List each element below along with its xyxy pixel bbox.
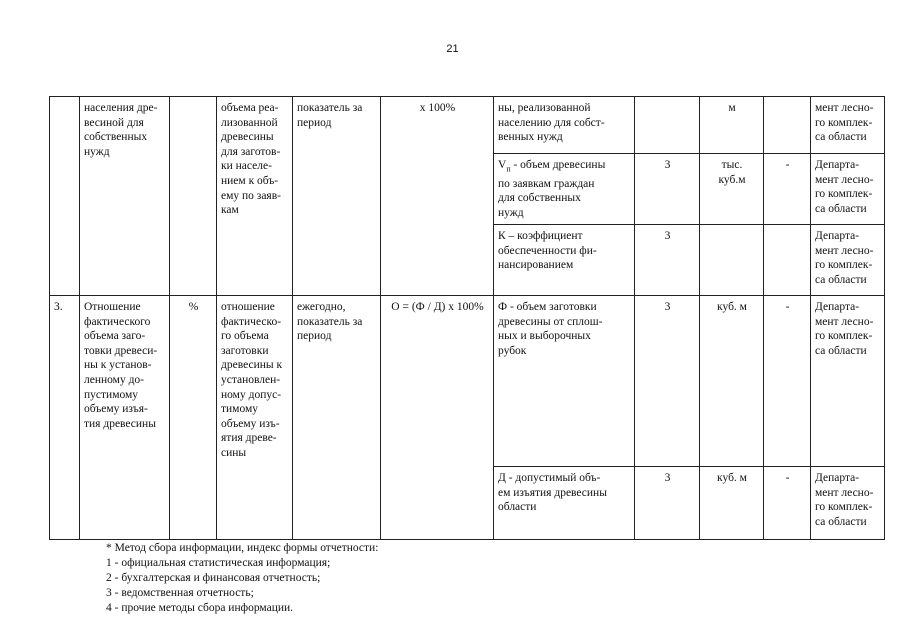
indicator-name-cell: населения дре- весиной для собственных нужд <box>80 97 170 296</box>
component-text-cell: К – коэффициент обеспеченности фи- нансированием <box>494 225 635 296</box>
footnote-item: 2 - бухгалтерская и финансовая отчетность; <box>106 572 321 584</box>
indicators-table <box>49 96 885 540</box>
method-cell: 3 <box>635 467 700 540</box>
formula-cell: x 100% <box>381 97 494 296</box>
periodicity-cell: показатель за период <box>293 97 381 296</box>
component-unit-cell: м <box>700 97 764 154</box>
responsible-cell: Департа- мент лесно- го комплек- са области <box>811 467 885 540</box>
method-cell <box>635 97 700 154</box>
component-text-cell: ны, реализованной населению для собст- венных нужд <box>494 97 635 154</box>
indicator-name-cell: Отношение фактического объема заго- товки древеси- ны к установ- ленному до- пустимому объему изъя- тия древесины <box>80 296 170 540</box>
extra-cell <box>764 225 811 296</box>
method-cell: 3 <box>635 225 700 296</box>
table-row <box>50 296 885 467</box>
periodicity-cell: ежегодно, показатель за период <box>293 296 381 540</box>
method-cell: 3 <box>635 296 700 467</box>
footnote <box>106 541 378 616</box>
extra-cell: - <box>764 467 811 540</box>
table-row <box>50 97 885 154</box>
responsible-cell: Департа- мент лесно- го комплек- са области <box>811 296 885 467</box>
method-cell: 3 <box>635 154 700 225</box>
responsible-cell: Департа- мент лесно- го комплек- са области <box>811 225 885 296</box>
unit-cell: % <box>170 296 217 540</box>
component-unit-cell: куб. м <box>700 296 764 467</box>
component-unit-cell: тыс. куб.м <box>700 154 764 225</box>
extra-cell: - <box>764 296 811 467</box>
row-number-cell <box>50 97 80 296</box>
formula-cell: О = (Ф / Д) x 100% <box>381 296 494 540</box>
unit-cell <box>170 97 217 296</box>
component-text-cell: $V_п$ - объем древесины по заявкам граждан для собственных нужд <box>494 154 635 225</box>
page-number: 21 <box>446 43 459 55</box>
component-unit-cell <box>700 225 764 296</box>
component-unit-cell: куб. м <box>700 467 764 540</box>
responsible-cell: Департа- мент лесно- го комплек- са области <box>811 154 885 225</box>
component-text-cell: Д - допустимый объ- ем изъятия древесины области <box>494 467 635 540</box>
footnote-item: 4 - прочие методы сбора информации. <box>106 602 294 614</box>
definition-cell: отношение фактическо- го объема заготовки древесины к установлен- ному допус- тимому объему изъ- ятия древе- сины <box>217 296 293 540</box>
definition-cell: объема реа- лизованной древесины для заготов- ки населе- нием к объ- ему по заяв- кам <box>217 97 293 296</box>
footnote-item: 3 - ведомственная отчетность; <box>106 587 254 599</box>
extra-cell <box>764 97 811 154</box>
extra-cell: - <box>764 154 811 225</box>
row-number-cell: 3. <box>50 296 80 540</box>
responsible-cell: мент лесно- го комплек- са области <box>811 97 885 154</box>
footnote-title: * Метод сбора информации, индекс формы отчетности: <box>106 542 379 554</box>
footnote-item: 1 - официальная статистическая информация; <box>106 557 331 569</box>
component-text-cell: Ф - объем заготовки древесины от сплош- ных и выборочных рубок <box>494 296 635 467</box>
